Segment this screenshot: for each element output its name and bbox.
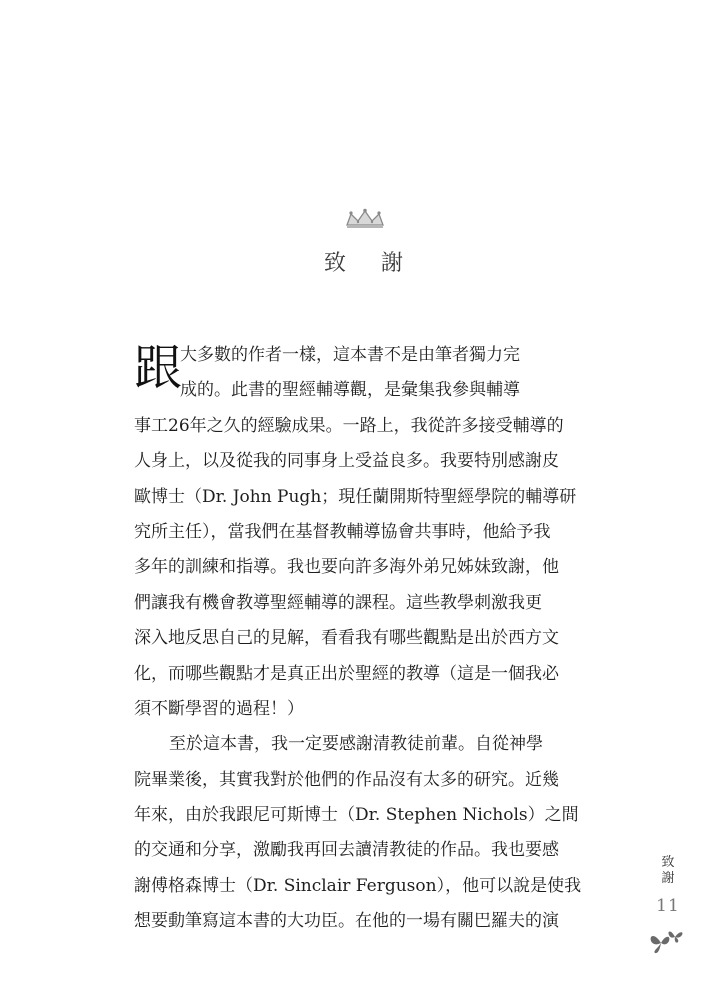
- text-line: 跟 大多數的作者一樣，這本書不是由筆者獨力完: [134, 340, 520, 396]
- text-line: 人身上，以及從我的同事身上受益良多。我要特別感謝皮: [134, 451, 559, 472]
- butterfly-icon: [647, 925, 687, 955]
- text-line: 的交通和分享，激勵我再回去讀清教徒的作品。我也要感: [134, 840, 559, 861]
- drop-cap: 跟: [134, 340, 183, 396]
- text-line: 們讓我有機會教導聖經輔導的課程。這些教學刺激我更: [134, 592, 542, 613]
- text-line: 至於這本書，我一定要感謝清教徒前輩。自從神學: [169, 734, 543, 755]
- text-line: 須不斷學習的過程！）: [134, 698, 304, 719]
- text-line: 多年的訓練和指導。我也要向許多海外弟兄姊妹致謝，他: [134, 557, 559, 578]
- text-line: 年來，由於我跟尼可斯博士（Dr. Stephen Nichols）之間: [134, 805, 579, 826]
- text-line: 事工26年之久的經驗成果。一路上，我從許多接受輔導的: [134, 415, 564, 436]
- page-number: 11: [656, 896, 680, 916]
- text-line: 歐博士（Dr. John Pugh；現任蘭開斯特聖經學院的輔導研: [134, 486, 577, 507]
- text-line: 想要動筆寫這本書的大功臣。在他的一場有關巴羅夫的演: [134, 911, 559, 932]
- body-text: [134, 338, 596, 940]
- text-line: 化，而哪些觀點才是真正出於聖經的教導（這是一個我必: [134, 663, 559, 684]
- crown-ornament-icon: [343, 208, 387, 230]
- text-line: 究所主任），當我們在基督教輔導協會共事時，他給予我: [134, 521, 551, 542]
- text-line: 謝傅格森博士（Dr. Sinclair Ferguson），他可以說是使我: [134, 875, 582, 896]
- text-line: 院畢業後，其實我對於他們的作品沒有太多的研究。近幾: [134, 769, 559, 790]
- page-title: 致 謝: [324, 251, 417, 276]
- text-line: 深入地反思自己的見解，看看我有哪些觀點是出於西方文: [134, 628, 559, 649]
- running-header: 致謝: [661, 855, 675, 886]
- text-line: 成的。此書的聖經輔導觀，是彙集我參與輔導: [180, 380, 520, 401]
